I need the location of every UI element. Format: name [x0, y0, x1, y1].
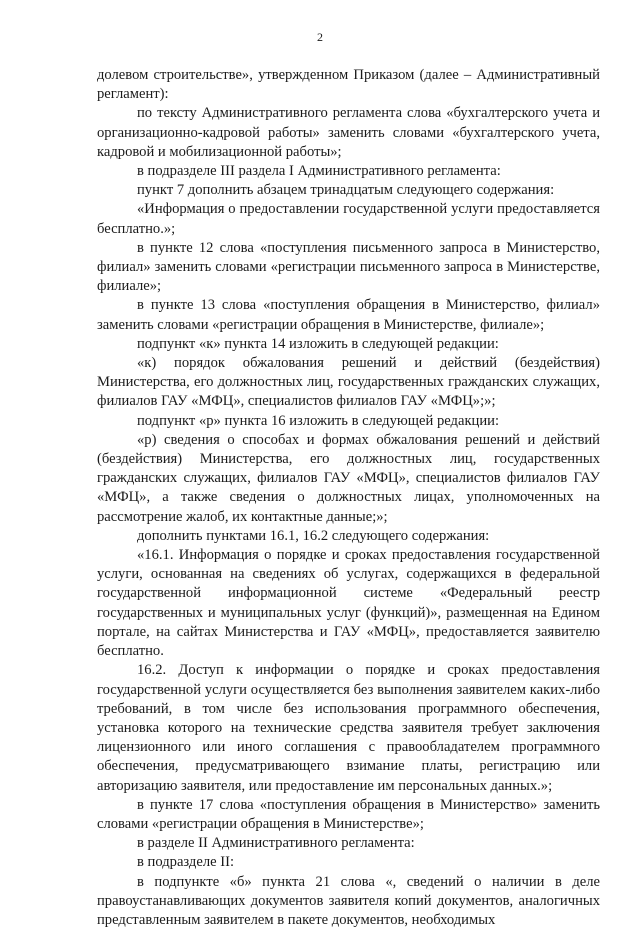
paragraph: в пункте 12 слова «поступления письменного запроса в Министерство, филиал» заменить словами «регистрации письменного запроса в Министерстве, филиале»;	[97, 239, 600, 295]
paragraph: пункт 7 дополнить абзацем тринадцатым следующего содержания:	[137, 182, 555, 199]
paragraph: в подпункте «б» пункта 21 слова «, сведений о наличии в деле правоустанавливающих документов заявителя копий документов, аналогичных представленным заявителем в пакете документов, необходимых	[97, 873, 600, 928]
paragraph: «16.1. Информация о порядке и сроках предоставления государственной услуги, основанная на сведениях об услугах, содержащихся в федеральной государственной информационной системе «Федеральный реестр государственных и муниципальных услуг (функций)», размещенная на Едином портале, на сайтах Министерства и ГАУ «МФЦ», предоставляется заявителю бесплатно.	[97, 547, 600, 660]
paragraph: в подразделе III раздела I Административного регламента:	[137, 163, 501, 180]
paragraph: в пункте 17 слова «поступления обращения в Министерство» заменить словами «регистрации обращения в Министерстве»;	[97, 796, 600, 832]
paragraph: подпункт «р» пункта 16 изложить в следующей редакции:	[137, 412, 500, 429]
paragraph: 16.2. Доступ к информации о порядке и сроках предоставления государственной услуги осуществляется без выполнения заявителем каких-либо требований, в том числе без использования программного обеспечения, установка которого на технические средства заявителя требует заключения лицензионного или иного соглашения с правообладателем программного обеспечения, предусматривающего взимание платы, регистрацию или авторизацию заявителя, или предоставление им персональных данных.»;	[97, 662, 600, 794]
paragraph: в разделе II Административного регламента:	[137, 835, 415, 852]
paragraph: «р) сведения о способах и формах обжалования решений и действий (бездействия) Министерства, его должностных лиц, государственных гражданских служащих, филиалов ГАУ «МФЦ», специалистов филиалов ГАУ «МФЦ», а также сведения о должностных лицах, уполномоченных на рассмотрение жалоб, их контактные данные;»;	[97, 431, 600, 525]
paragraph: в пункте 13 слова «поступления обращения в Министерство, филиал» заменить словами «регистрации обращения в Министерстве, филиале»;	[97, 297, 600, 333]
paragraph: в подразделе II:	[137, 854, 235, 871]
paragraph: дополнить пунктами 16.1, 16.2 следующего содержания:	[137, 527, 490, 544]
paragraph-continuation: долевом строительстве», утвержденном Приказом (далее – Административный регламент):	[97, 67, 600, 103]
paragraph: по тексту Административного регламента слова «бухгалтерского учета и организационно-кадровой работы» заменить словами «бухгалтерского учета, кадровой и мобилизационной работы»;	[97, 105, 600, 160]
paragraph: «к) порядок обжалования решений и действий (бездействия) Министерства, его должностных лиц, государственных гражданских служащих, филиалов ГАУ «МФЦ», специалистов филиалов ГАУ «МФЦ»;»;	[97, 355, 600, 410]
paragraph: подпункт «к» пункта 14 изложить в следующей редакции:	[137, 335, 499, 352]
paragraph: «Информация о предоставлении государственной услуги предоставляется бесплатно.»;	[97, 201, 600, 237]
document-body	[97, 66, 600, 930]
page-number: 2	[317, 30, 323, 44]
